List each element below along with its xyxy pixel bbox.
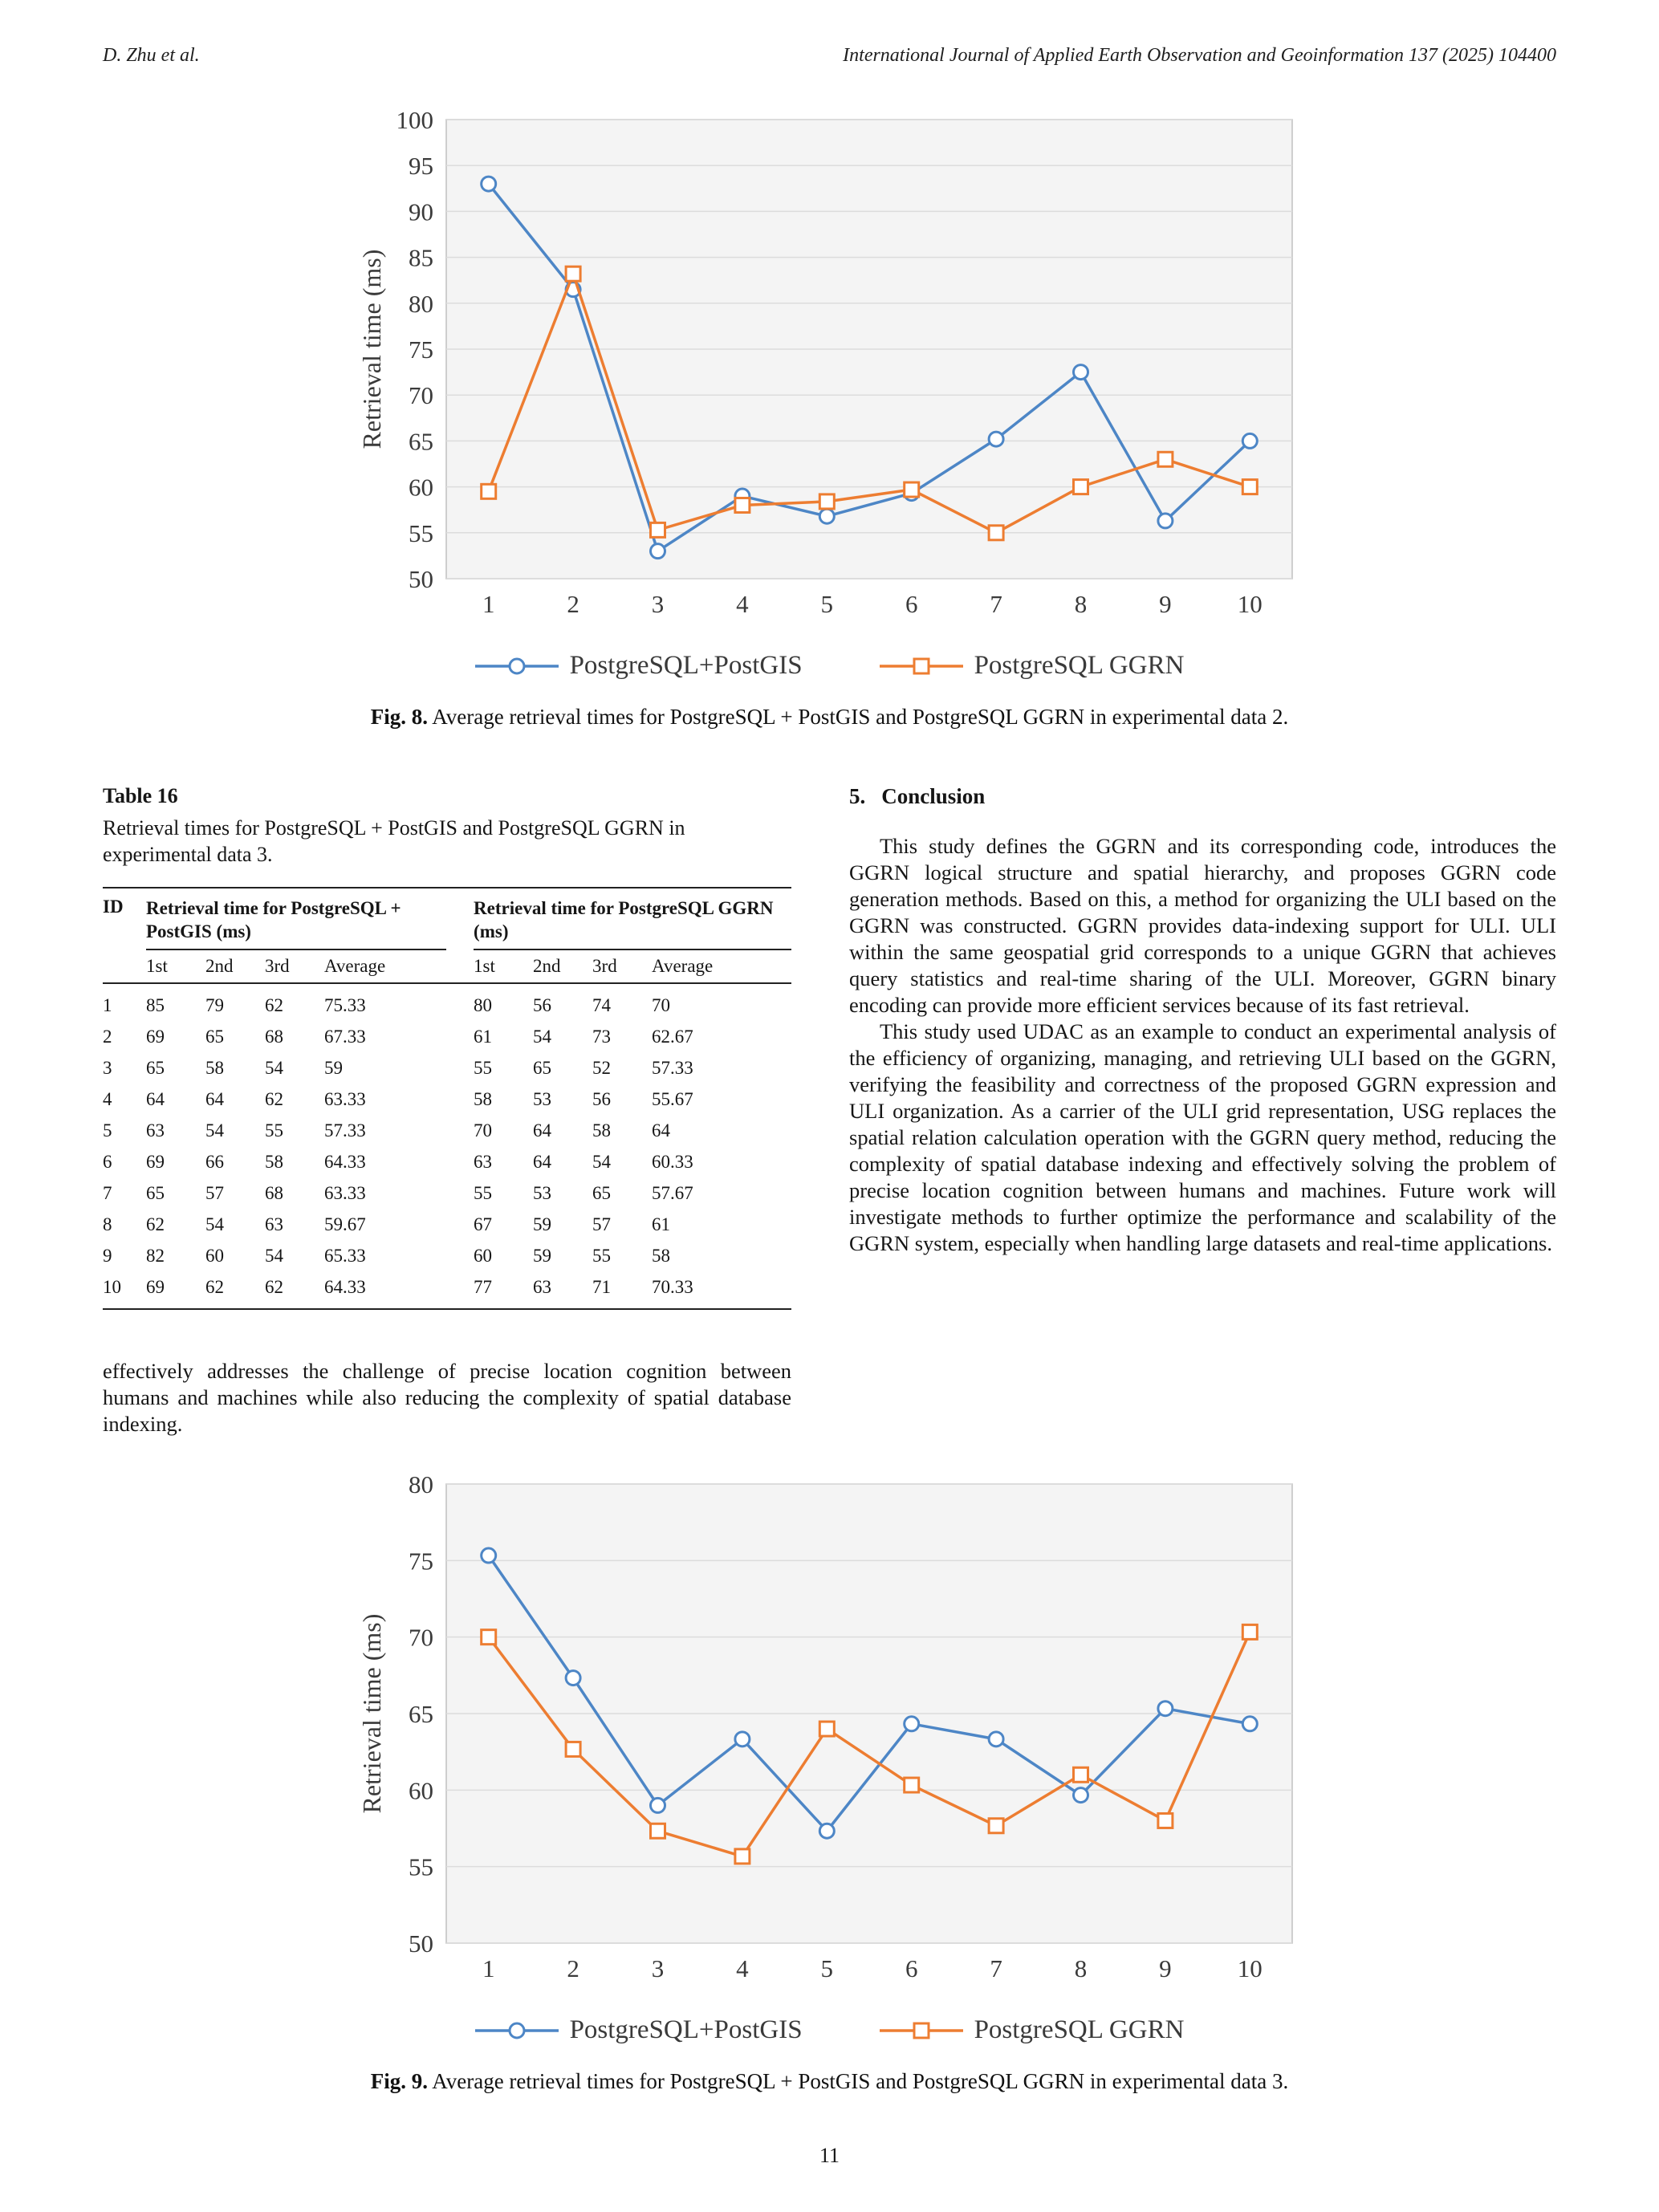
svg-text:60: 60 (408, 473, 433, 502)
table-cell: 52 (592, 1058, 612, 1078)
table-cell: 79 (205, 995, 224, 1015)
page-number: 11 (819, 2144, 840, 2167)
table-cell: 57 (205, 1183, 224, 1203)
table-cell: 58 (592, 1120, 612, 1141)
conclusion-paragraph-2: This study used UDAC as an example to conduct an experimental analysis of the efficiency of organizing, managing, and retrieving ULI based on the GGRN, verifying the feasibility and correctness of the proposed GGRN expression and ULI organization. As a carrier of the ULI grid representation, USG replaces the spatial relation calculation operation with the GGRN query method, reducing the complexity of spatial database indexing and effectively solving the problem of precise location cognition between humans and machines. Future work will investigate methods to further optimize the performance and scalability of the GGRN system, especially when handling large datasets and real-time applications. (849, 1019, 1556, 1255)
table-cell: 63 (533, 1271, 592, 1309)
svg-text:4: 4 (735, 1954, 749, 1982)
table-cell: 55 (474, 1183, 493, 1203)
table-cell: 62.67 (652, 1027, 693, 1047)
table-cell: 70.33 (652, 1271, 791, 1309)
running-author: D. Zhu et al. (103, 45, 200, 66)
table-spacer-cell (446, 1115, 474, 1146)
table-cell: 54 (265, 1246, 283, 1266)
table-cell: 60.33 (652, 1152, 693, 1172)
table-cell: 8 (103, 1214, 112, 1234)
page-header (103, 45, 1556, 67)
svg-text:100: 100 (396, 108, 433, 134)
table-cell: 56 (592, 1089, 612, 1109)
table-cell: 54 (205, 1214, 224, 1234)
table-16-caption: Retrieval times for PostgreSQL + PostGIS and PostgreSQL GGRN in experimental data 3. (103, 816, 685, 866)
svg-text:95: 95 (408, 152, 433, 181)
svg-text:4: 4 (735, 590, 749, 618)
circle-marker-icon (475, 2019, 559, 2042)
table-cell: 69 (146, 1152, 165, 1172)
table-cell: 65.33 (324, 1246, 366, 1266)
table-16-label: Table 16 (103, 784, 178, 807)
table-spacer-cell (446, 1084, 474, 1115)
table-cell: 59.67 (324, 1214, 366, 1234)
left-column (103, 784, 791, 1437)
circle-marker-icon (475, 655, 559, 677)
svg-text:80: 80 (408, 289, 433, 318)
svg-text:6: 6 (905, 1954, 917, 1982)
legend-label: PostgreSQL+PostGIS (569, 651, 803, 680)
svg-text:2: 2 (566, 1954, 579, 1982)
table-cell: 60 (474, 1246, 493, 1266)
table-cell: 59 (533, 1246, 552, 1266)
svg-text:Retrieval time (ms): Retrieval time (ms) (356, 1613, 386, 1814)
table-cell: 53 (533, 1089, 552, 1109)
figure-9-caption (371, 2069, 1289, 2094)
table-subheader: 3rd (592, 949, 652, 983)
table-cell: 67.33 (324, 1027, 366, 1047)
svg-text:80: 80 (408, 1473, 433, 1498)
table-row (103, 1084, 791, 1115)
table-16 (103, 887, 791, 1310)
table-cell: 57.67 (652, 1183, 693, 1203)
table-cell: 64 (533, 1152, 552, 1172)
table-header-spacer (446, 888, 474, 983)
table-cell: 65 (205, 1027, 224, 1047)
svg-text:65: 65 (408, 1700, 433, 1728)
table-subheader: 3rd (265, 949, 324, 983)
table-subheader: 1st (474, 949, 533, 983)
table-cell: 53 (533, 1183, 552, 1203)
table-cell: 3 (103, 1058, 112, 1078)
table-cell: 62 (265, 1089, 283, 1109)
table-header-group1: Retrieval time for PostgreSQL + PostGIS (ms) (146, 888, 446, 949)
table-cell: 73 (592, 1027, 612, 1047)
legend-label: PostgreSQL GGRN (974, 2015, 1185, 2044)
svg-text:3: 3 (651, 590, 664, 618)
svg-text:10: 10 (1237, 1954, 1263, 1982)
table-row (103, 1209, 791, 1240)
table-row (103, 1271, 791, 1309)
table-cell: 61 (474, 1027, 493, 1047)
table-cell: 63.33 (324, 1089, 366, 1109)
figure-9-caption-text: Average retrieval times for PostgreSQL + PostGIS and PostgreSQL GGRN in experimental data 3. (427, 2069, 1289, 2093)
svg-text:10: 10 (1237, 590, 1263, 618)
table-cell: 65 (146, 1183, 165, 1203)
svg-text:9: 9 (1158, 1954, 1172, 1982)
legend-item (880, 2015, 1185, 2045)
table-spacer-cell (446, 1209, 474, 1240)
table-cell: 64.33 (324, 1271, 446, 1309)
figure-8-caption (371, 705, 1289, 730)
svg-text:5: 5 (820, 1954, 833, 1982)
legend-label: PostgreSQL+PostGIS (569, 2015, 803, 2044)
table-cell: 74 (592, 995, 612, 1015)
table-cell: 54 (265, 1058, 283, 1078)
figure-8-caption-label: Fig. 8. (370, 705, 428, 729)
table-cell: 61 (652, 1214, 671, 1234)
table-cell: 65 (533, 1058, 552, 1078)
table-row (103, 1177, 791, 1209)
table-cell: 63 (474, 1152, 493, 1172)
table-cell: 59 (533, 1214, 552, 1234)
table-cell: 77 (474, 1271, 533, 1309)
table-cell: 68 (265, 1027, 283, 1047)
svg-text:65: 65 (408, 427, 433, 456)
table-cell: 63 (146, 1120, 165, 1141)
conclusion-heading-number: 5. (849, 784, 866, 808)
conclusion-heading (849, 784, 1556, 809)
legend-item (880, 651, 1185, 681)
svg-text:7: 7 (989, 1954, 1002, 1982)
right-column (849, 784, 1556, 1437)
svg-text:50: 50 (408, 1929, 433, 1958)
table-cell: 57.33 (652, 1058, 693, 1078)
table-header-id: ID (103, 888, 146, 983)
figure-9-line-chart (356, 1473, 1303, 1986)
svg-text:8: 8 (1074, 1954, 1087, 1982)
svg-text:60: 60 (408, 1776, 433, 1805)
table-cell: 59 (324, 1058, 343, 1078)
table-cell: 58 (265, 1152, 283, 1172)
table-cell: 64 (652, 1120, 671, 1141)
svg-text:55: 55 (408, 1852, 433, 1881)
table-cell: 70 (652, 995, 671, 1015)
figure-9 (103, 1473, 1556, 2094)
svg-text:85: 85 (408, 243, 433, 272)
figure-8-legend (475, 651, 1185, 681)
svg-text:8: 8 (1074, 590, 1087, 618)
table-cell: 7 (103, 1183, 112, 1203)
table-row (103, 1240, 791, 1271)
table-cell: 85 (146, 995, 165, 1015)
table-cell: 82 (146, 1246, 165, 1266)
table-cell: 65 (592, 1183, 612, 1203)
table-cell: 63.33 (324, 1183, 366, 1203)
table-cell: 64 (146, 1089, 165, 1109)
table-spacer-cell (446, 1052, 474, 1084)
square-marker-icon (880, 655, 963, 677)
table-cell: 69 (146, 1027, 165, 1047)
table-cell: 63 (265, 1214, 283, 1234)
table-cell: 55.67 (652, 1089, 693, 1109)
svg-text:3: 3 (651, 1954, 664, 1982)
svg-text:9: 9 (1158, 590, 1172, 618)
table-row (103, 1052, 791, 1084)
svg-text:50: 50 (408, 565, 433, 593)
svg-text:1: 1 (482, 590, 494, 618)
table-cell: 70 (474, 1120, 493, 1141)
table-group-header-row (103, 888, 791, 949)
svg-text:75: 75 (408, 335, 433, 364)
svg-text:2: 2 (566, 590, 579, 618)
table-cell: 80 (474, 995, 493, 1015)
table-subheader: Average (324, 949, 446, 983)
table-spacer-cell (446, 983, 474, 1021)
square-marker-icon (880, 2019, 963, 2042)
conclusion-paragraph-1: This study defines the GGRN and its corresponding code, introduces the GGRN logical structure and spatial hierarchy, and proposes GGRN code generation methods. Based on this, a method for organizing the ULI based on the GGRN was constructed. GGRN provides data-indexing support for ULI. ULI within the same geospatial grid corresponds to a unique GGRN that achieves query statistics and real-time sharing of the ULI. Moreover, GGRN binary encoding can provide more efficient services because of its fast retrieval. (849, 834, 1556, 1017)
table-cell: 5 (103, 1120, 112, 1141)
table-cell: 9 (103, 1246, 112, 1266)
table-cell: 62 (265, 1271, 324, 1309)
legend-label: PostgreSQL GGRN (974, 651, 1185, 680)
svg-text:70: 70 (408, 1623, 433, 1652)
table-cell: 54 (205, 1120, 224, 1141)
table-cell: 69 (146, 1271, 205, 1309)
figure-8 (103, 108, 1556, 730)
table-cell: 66 (205, 1152, 224, 1172)
svg-text:55: 55 (408, 518, 433, 547)
table-cell: 54 (533, 1027, 552, 1047)
conclusion-heading-title: Conclusion (881, 784, 986, 808)
table-cell: 57.33 (324, 1120, 366, 1141)
svg-text:75: 75 (408, 1547, 433, 1576)
table-cell: 58 (205, 1058, 224, 1078)
table-row (103, 1115, 791, 1146)
table-subheader: Average (652, 949, 791, 983)
table-cell: 6 (103, 1152, 112, 1172)
table-header-group2: Retrieval time for PostgreSQL GGRN (ms) (474, 888, 791, 949)
svg-text:6: 6 (905, 590, 917, 618)
table-cell: 58 (652, 1246, 671, 1266)
legend-item (475, 2015, 803, 2045)
table-cell: 60 (205, 1246, 224, 1266)
svg-text:70: 70 (408, 381, 433, 410)
table-cell: 71 (592, 1271, 652, 1309)
table-cell: 62 (265, 995, 283, 1015)
figure-8-caption-text: Average retrieval times for PostgreSQL + PostGIS and PostgreSQL GGRN in experimental data 2. (427, 705, 1289, 729)
table-cell: 4 (103, 1089, 112, 1109)
table-row (103, 983, 791, 1021)
table16-body (103, 983, 791, 1309)
table-row (103, 1146, 791, 1177)
svg-text:Retrieval time (ms): Retrieval time (ms) (356, 249, 386, 449)
table-cell: 65 (146, 1058, 165, 1078)
table-cell: 64 (533, 1120, 552, 1141)
table-cell: 58 (474, 1089, 493, 1109)
two-column-section (103, 784, 1556, 1437)
table-cell: 62 (146, 1214, 165, 1234)
figure-8-line-chart (356, 108, 1303, 622)
table-spacer-cell (446, 1146, 474, 1177)
table-subheader: 2nd (205, 949, 265, 983)
table-cell: 54 (592, 1152, 612, 1172)
table-spacer-cell (446, 1021, 474, 1052)
table-cell: 62 (205, 1271, 265, 1309)
table-cell: 10 (103, 1271, 146, 1309)
table-spacer-cell (446, 1271, 474, 1309)
table-cell: 68 (265, 1183, 283, 1203)
table-subheader: 1st (146, 949, 205, 983)
table-cell: 55 (265, 1120, 283, 1141)
svg-text:7: 7 (989, 590, 1002, 618)
table-spacer-cell (446, 1177, 474, 1209)
table-spacer-cell (446, 1240, 474, 1271)
table-cell: 2 (103, 1027, 112, 1047)
table-cell: 1 (103, 995, 112, 1015)
table-subheader: 2nd (533, 949, 592, 983)
table-row (103, 1021, 791, 1052)
svg-text:5: 5 (820, 590, 833, 618)
figure-9-caption-label: Fig. 9. (370, 2069, 428, 2093)
legend-item (475, 651, 803, 681)
svg-text:1: 1 (482, 1954, 494, 1982)
table-cell: 75.33 (324, 995, 366, 1015)
table-cell: 64.33 (324, 1152, 366, 1172)
table-cell: 67 (474, 1214, 493, 1234)
table-cell: 55 (592, 1246, 612, 1266)
left-continuation-paragraph: effectively addresses the challenge of precise location cognition between humans and machines while also reducing the complexity of spatial database indexing. (103, 1359, 791, 1436)
table-cell: 57 (592, 1214, 612, 1234)
table-16-head (103, 888, 791, 983)
svg-text:90: 90 (408, 197, 433, 226)
figure-9-legend (475, 2015, 1185, 2045)
table-cell: 56 (533, 995, 552, 1015)
journal-title: International Journal of Applied Earth Observation and Geoinformation 137 (2025) 104400 (843, 45, 1556, 66)
table-cell: 64 (205, 1089, 224, 1109)
table-cell: 55 (474, 1058, 493, 1078)
